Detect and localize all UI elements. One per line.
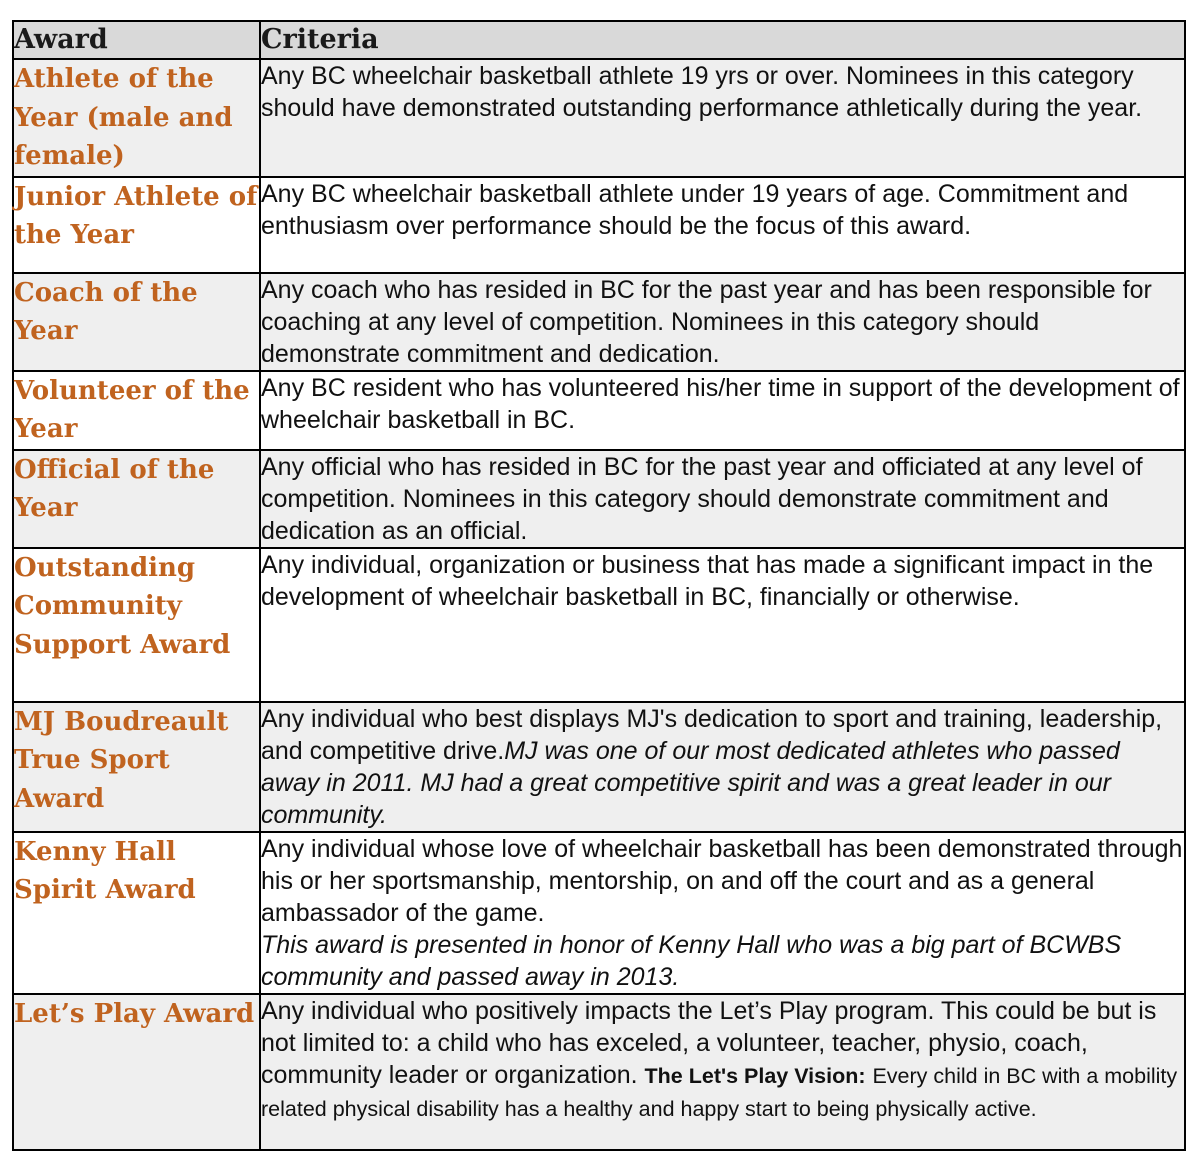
award-name: Athlete of the Year (male and female)	[13, 59, 260, 177]
award-criteria	[260, 994, 1185, 1150]
table-row	[13, 371, 1185, 450]
criteria-italic-note: This award is presented in honor of Kenny Hall who was a big part of BCWBS community and passed away in 2013.	[261, 930, 1122, 991]
award-name: Junior Athlete of the Year	[13, 177, 260, 273]
award-criteria: Any individual, organization or business that has made a significant impact in the development of wheelchair basketball in BC, financially or otherwise.	[260, 548, 1185, 702]
award-name: MJ Boudreault True Sport Award	[13, 702, 260, 832]
award-name: Outstanding Community Support Award	[13, 548, 260, 702]
vision-text: Every child in BC with a mobility related physical disability has a healthy and happy start to being physically active.	[261, 1063, 1178, 1121]
table-row	[13, 450, 1185, 548]
table-row	[13, 273, 1185, 371]
award-criteria: Any BC wheelchair basketball athlete 19 yrs or over. Nominees in this category should have demonstrated outstanding performance athletically during the year.	[260, 59, 1185, 177]
award-name: Official of the Year	[13, 450, 260, 548]
award-name: Coach of the Year	[13, 273, 260, 371]
award-criteria: Any coach who has resided in BC for the past year and has been responsible for coaching at any level of competition. Nominees in this category should demonstrate commitment and dedication.	[260, 273, 1185, 371]
criteria-text: Any individual who best displays MJ's dedication to sport and training, leadership, and competitive drive.	[261, 704, 1163, 765]
table-row	[13, 832, 1185, 994]
award-name: Kenny Hall Spirit Award	[13, 832, 260, 994]
criteria-text: Any individual who positively impacts the Let’s Play program. This could be but is not limited to: a child who has exceled, a volunteer, teacher, physio, coach, community leader or organization.	[261, 996, 1157, 1089]
awards-table	[12, 20, 1186, 1151]
criteria-text: Any individual whose love of wheelchair basketball has been demonstrated through his or her sportsmanship, mentorship, on and off the court and as a general ambassador of the game.	[261, 834, 1183, 927]
award-criteria: Any BC resident who has volunteered his/her time in support of the development of wheelchair basketball in BC.	[260, 371, 1185, 450]
award-name: Let’s Play Award	[13, 994, 260, 1150]
award-name: Volunteer of the Year	[13, 371, 260, 450]
table-row	[13, 177, 1185, 273]
table-row	[13, 548, 1185, 702]
criteria-italic-note: MJ was one of our most dedicated athletes who passed away in 2011. MJ had a great competitive spirit and was a great leader in our community.	[261, 736, 1120, 829]
award-criteria: Any BC wheelchair basketball athlete under 19 years of age. Commitment and enthusiasm over performance should be the focus of this award.	[260, 177, 1185, 273]
table-row	[13, 994, 1185, 1150]
award-criteria	[260, 702, 1185, 832]
award-criteria: Any official who has resided in BC for the past year and officiated at any level of competition. Nominees in this category should demonstrate commitment and dedication as an official.	[260, 450, 1185, 548]
award-criteria	[260, 832, 1185, 994]
header-row	[13, 21, 1185, 59]
table-row	[13, 59, 1185, 177]
vision-label: The Let's Play Vision:	[644, 1063, 866, 1088]
table-row	[13, 702, 1185, 832]
award-column-header: Award	[13, 21, 260, 59]
criteria-column-header: Criteria	[260, 21, 1185, 59]
